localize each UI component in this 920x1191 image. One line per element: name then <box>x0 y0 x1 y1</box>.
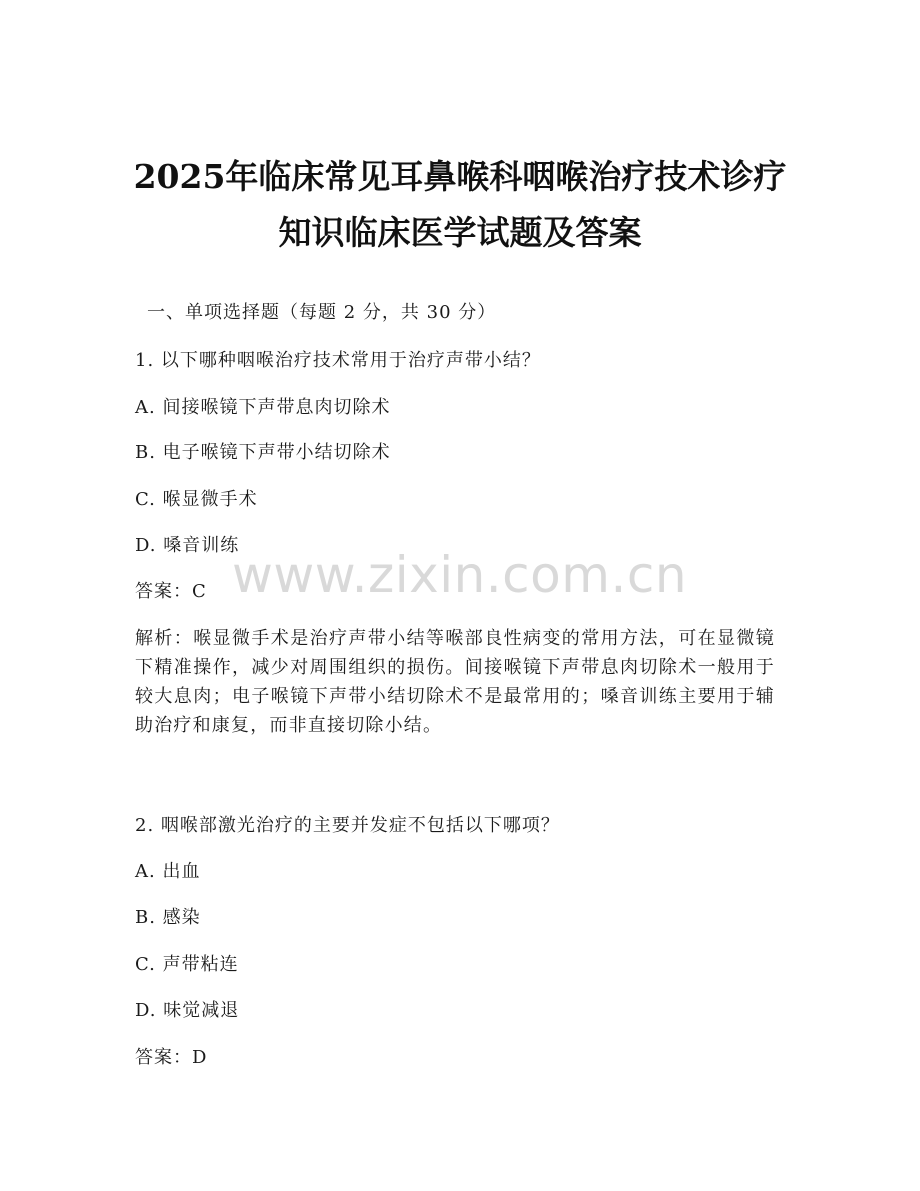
question-1-answer: 答案：C <box>135 581 207 602</box>
question-1-option-d: D. 嗓音训练 <box>135 535 240 556</box>
section-heading: 一、单项选择题（每题 2 分，共 30 分） <box>147 302 497 323</box>
title-line-2: 知识临床医学试题及答案 <box>278 213 642 252</box>
title-line-1: 2025年临床常见耳鼻喉科咽喉治疗技术诊疗 <box>133 157 787 196</box>
question-1-option-c: C. 喉显微手术 <box>135 489 258 510</box>
document-title <box>90 149 830 261</box>
question-2-option-c: C. 声带粘连 <box>135 954 239 975</box>
question-2-answer: 答案：D <box>135 1047 208 1068</box>
watermark: www.zixin.com.cn <box>232 546 688 604</box>
question-2-option-b: B. 感染 <box>135 907 201 928</box>
question-2-option-a: A. 出血 <box>135 861 201 882</box>
question-1-stem: 1. 以下哪种咽喉治疗技术常用于治疗声带小结？ <box>135 350 541 371</box>
question-1-explanation: 解析：喉显微手术是治疗声带小结等喉部良性病变的常用方法，可在显微镜下精准操作，减少对周围组织的损伤。间接喉镜下声带息肉切除术一般用于较大息肉；电子喉镜下声带小结切除术不是最常用的；嗓音训练主要用于辅助治疗和康复，而非直接切除小结。 <box>135 628 775 736</box>
question-1-option-a: A. 间接喉镜下声带息肉切除术 <box>135 397 391 418</box>
question-1-option-b: B. 电子喉镜下声带小结切除术 <box>135 442 391 463</box>
question-2-stem: 2. 咽喉部激光治疗的主要并发症不包括以下哪项？ <box>135 815 560 836</box>
question-2-option-d: D. 味觉减退 <box>135 1000 240 1021</box>
